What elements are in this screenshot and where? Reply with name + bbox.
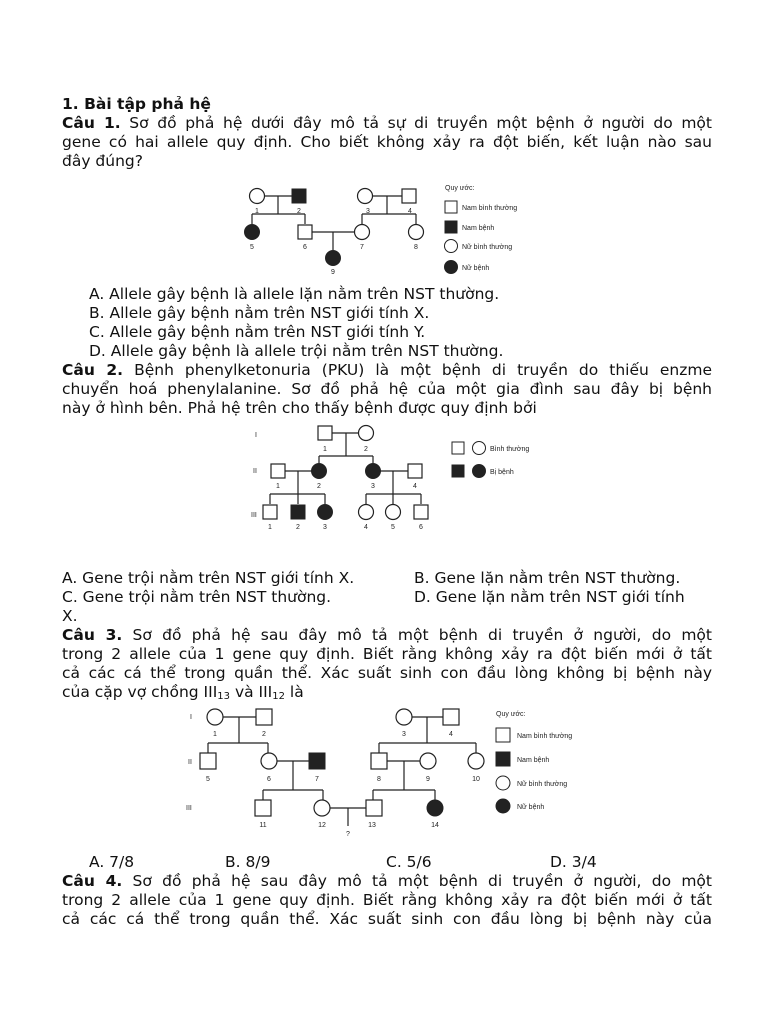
q4-line-1 (62, 872, 712, 891)
q3-III13-male (366, 800, 382, 816)
q3-II7-male-affected (309, 753, 325, 769)
q4-text-1: Sơ đồ phả hệ sau đây mô tả một bệnh di truyền ở người, do một (122, 872, 712, 890)
q1-female-affected-9 (326, 251, 341, 266)
q3-legend-female-affected: Nữ bệnh (517, 804, 545, 811)
q1-male-normal-4 (402, 189, 416, 203)
q2-legend-normal: Bình thường (490, 446, 530, 453)
q2-III-1-male (263, 505, 277, 519)
q2-III-3-female-affected (318, 505, 333, 520)
q2-num-III2: 2 (296, 524, 300, 531)
q2-II-3-female-affected (366, 464, 381, 479)
q1-line-3: đây đúng? (62, 152, 143, 170)
q1-num-6: 6 (303, 244, 307, 251)
q2-num-II4: 4 (413, 483, 417, 490)
q2-num-II1: 1 (276, 483, 280, 490)
q1-legend-female-normal: Nữ bình thường (462, 244, 513, 251)
q3-line-3: cả các cá thể trong quần thể. Xác suất sinh con đầu lòng không bị bệnh này (62, 664, 712, 682)
q3-III11-male (255, 800, 271, 816)
q3-num-10: 10 (472, 776, 480, 783)
q3-num-14: 14 (431, 822, 439, 829)
q3-unknown-child: ? (346, 831, 350, 838)
q3-num-2: 2 (262, 731, 266, 738)
q2-line-1 (62, 361, 712, 380)
q3-sub-12: 12 (272, 691, 285, 702)
q2-III-4-female (359, 505, 374, 520)
q2-option-d-wrap: X. (62, 607, 78, 625)
q2-num-II3: 3 (371, 483, 375, 490)
q2-option-c[interactable]: C. Gene trội nằm trên NST thường. (62, 588, 332, 606)
q2-num-III6: 6 (419, 524, 423, 531)
q2-legend-affected: Bị bệnh (490, 469, 514, 476)
q3-text-4b: và III (230, 683, 273, 701)
q3-line-2: trong 2 allele của 1 gene quy định. Biết rằng không xảy ra đột biến mới ở tất (62, 645, 712, 663)
q3-num-9: 9 (426, 776, 430, 783)
q3-num-13: 13 (368, 822, 376, 829)
q2-num-I1: 1 (323, 446, 327, 453)
q2-III-5-female (386, 505, 401, 520)
q1-num-8: 8 (414, 244, 418, 251)
q3-line-1 (62, 626, 712, 645)
q3-II10-female (468, 753, 484, 769)
q2-II-4-male (408, 464, 422, 478)
q2-num-I2: 2 (364, 446, 368, 453)
q2-option-b[interactable]: B. Gene lặn nằm trên NST thường. (414, 569, 681, 587)
q1-num-9: 9 (331, 269, 335, 276)
q2-line-3: này ở hình bên. Phả hệ trên cho thấy bệnh được quy định bởi (62, 399, 537, 417)
q1-option-a[interactable]: A. Allele gây bệnh là allele lặn nằm trên NST thường. (89, 285, 500, 303)
q3-sub-13: 13 (217, 691, 231, 702)
q4-line-3: cả các cá thể trong quần thể. Xác suất sinh con đầu lòng bị bệnh này của (62, 910, 712, 928)
q1-female-normal-1 (250, 189, 265, 204)
q2-gen-II: II (253, 468, 257, 475)
q3-legend-male-normal: Nam bình thường (517, 733, 573, 740)
q1-line-1 (62, 114, 712, 133)
q1-line-2: gene có hai allele quy định. Cho biết không xảy ra đột biến, kết luận nào sau (62, 133, 712, 151)
q3-gen-III: III (186, 805, 192, 812)
q1-legend-female-affected: Nữ bệnh (462, 265, 490, 272)
q1-legend-male-affected: Nam bệnh (462, 225, 495, 232)
q1-male-normal-6 (298, 225, 312, 239)
q1-female-normal-3 (358, 189, 373, 204)
q4-label: Câu 4. (62, 872, 123, 890)
q1-legend-title: Quy ước: (445, 185, 475, 192)
q3-label: Câu 3. (62, 626, 123, 644)
q1-label: Câu 1. (62, 114, 121, 132)
q2-I-1-male (318, 426, 332, 440)
q2-III-6-male (414, 505, 428, 519)
q3-II9-female (420, 753, 436, 769)
q1-male-affected-2 (292, 189, 306, 203)
q3-num-7: 7 (315, 776, 319, 783)
q3-III12-female (314, 800, 330, 816)
q2-num-III3: 3 (323, 524, 327, 531)
q1-num-7: 7 (360, 244, 364, 251)
q3-num-1: 1 (213, 731, 217, 738)
q4-line-2: trong 2 allele của 1 gene quy định. Biết rằng không xảy ra đột biến mới ở tất (62, 891, 712, 909)
q2-II-2-female-affected (312, 464, 327, 479)
q3-legend-female-normal: Nữ bình thường (517, 781, 568, 788)
q2-option-d[interactable]: D. Gene lặn nằm trên NST giới tính (414, 588, 685, 606)
q2-I-2-female (359, 426, 374, 441)
q3-II6-female (261, 753, 277, 769)
q3-option-b[interactable]: B. 8/9 (225, 853, 271, 871)
q2-gen-III: III (251, 512, 257, 519)
q3-I1-female (207, 709, 223, 725)
q2-label: Câu 2. (62, 361, 124, 379)
q1-option-b[interactable]: B. Allele gây bệnh nằm trên NST giới tính X. (89, 304, 430, 322)
q1-female-affected-5 (245, 225, 260, 240)
q3-option-d[interactable]: D. 3/4 (550, 853, 597, 871)
q3-option-c[interactable]: C. 5/6 (386, 853, 432, 871)
q3-I3-female (396, 709, 412, 725)
q3-legend-male-affected: Nam bệnh (517, 757, 550, 764)
q3-option-a[interactable]: A. 7/8 (89, 853, 135, 871)
q2-II-1-male (271, 464, 285, 478)
q3-text-4a: của cặp vợ chồng III (62, 683, 218, 701)
q3-num-6: 6 (267, 776, 271, 783)
q1-female-normal-8 (409, 225, 424, 240)
q3-II5-male (200, 753, 216, 769)
q3-legend-title: Quy ước: (496, 711, 526, 718)
q3-I2-male (256, 709, 272, 725)
q1-option-d[interactable]: D. Allele gây bệnh là allele trội nằm trên NST thường. (89, 342, 504, 360)
q2-gen-I: I (255, 432, 257, 439)
q2-num-III5: 5 (391, 524, 395, 531)
q3-II8-male (371, 753, 387, 769)
q1-num-1: 1 (255, 208, 259, 215)
q1-legend-male-normal: Nam bình thường (462, 205, 518, 212)
q1-num-4: 4 (408, 208, 412, 215)
q2-text-1: Bệnh phenylketonuria (PKU) là một bệnh di truyền do thiếu enzme (123, 361, 712, 379)
q3-III14-female-affected (427, 800, 443, 816)
q2-line-2: chuyển hoá phenylalanine. Sơ đồ phả hệ của một gia đình sau đây bị bệnh (62, 380, 712, 398)
q3-num-4: 4 (449, 731, 453, 738)
q3-num-8: 8 (377, 776, 381, 783)
q2-num-II2: 2 (317, 483, 321, 490)
q1-option-c[interactable]: C. Allele gây bệnh nằm trên NST giới tính Y. (89, 323, 426, 341)
q3-text-4c: là (285, 683, 304, 701)
q2-option-a[interactable]: A. Gene trội nằm trên NST giới tính X. (62, 569, 355, 587)
section-title: 1. Bài tập phả hệ (62, 95, 211, 113)
q3-num-12: 12 (318, 822, 326, 829)
q1-num-5: 5 (250, 244, 254, 251)
q2-num-III4: 4 (364, 524, 368, 531)
q1-pedigree-figure (240, 180, 530, 280)
q3-num-3: 3 (402, 731, 406, 738)
q1-female-normal-7 (355, 225, 370, 240)
q3-num-11: 11 (259, 822, 267, 829)
q3-I4-male (443, 709, 459, 725)
q3-text-1: Sơ đồ phả hệ sau đây mô tả một bệnh di truyền ở người, do một (122, 626, 712, 644)
q3-pedigree-figure (180, 702, 600, 852)
q3-gen-II: II (188, 759, 192, 766)
q3-gen-I: I (190, 714, 192, 721)
q2-num-III1: 1 (268, 524, 272, 531)
q1-num-2: 2 (297, 208, 301, 215)
q2-pedigree-figure (245, 420, 535, 535)
q2-III-2-male-affected (291, 505, 305, 519)
q3-num-5: 5 (206, 776, 210, 783)
q1-text-1: Sơ đồ phả hệ dưới đây mô tả sự di truyền một bệnh ở người do một (120, 114, 712, 132)
q1-num-3: 3 (366, 208, 370, 215)
